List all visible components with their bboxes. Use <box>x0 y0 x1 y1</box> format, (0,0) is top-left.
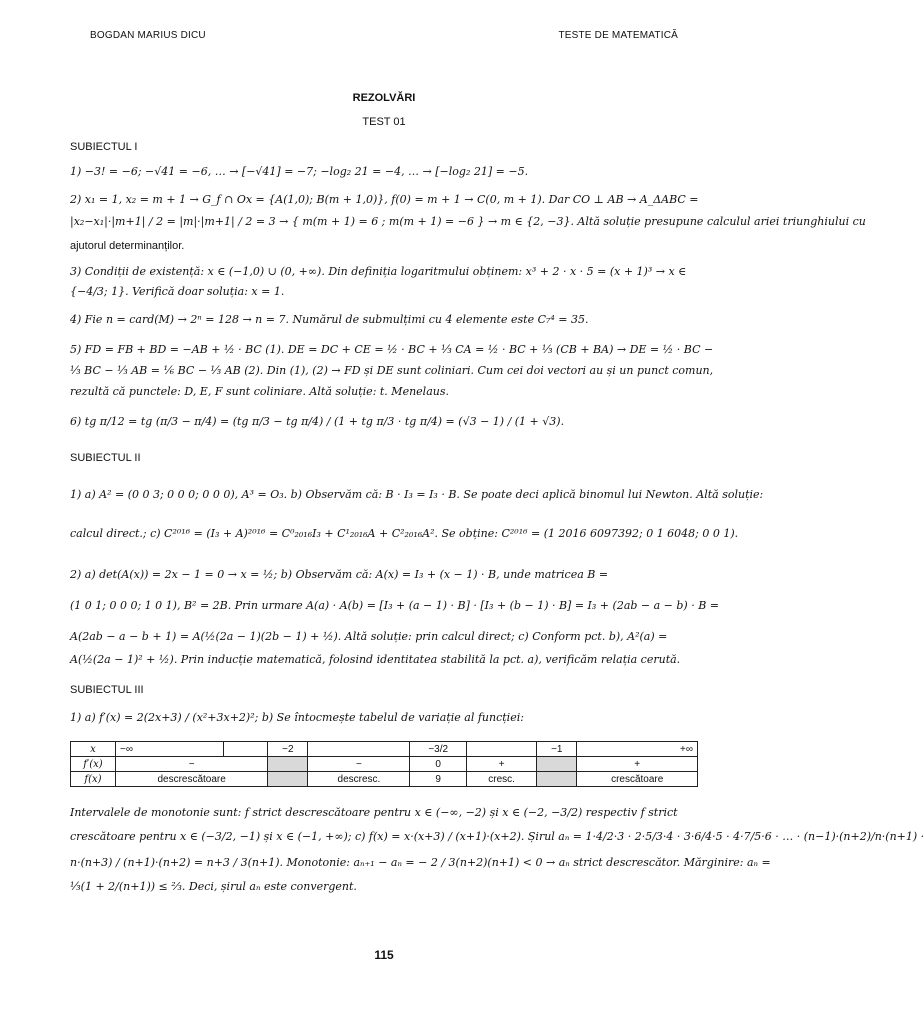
table-cell: − <box>308 757 410 772</box>
table-cell <box>467 742 537 757</box>
s2-line-5: A(2ab − a − b + 1) = A(½(2a − 1)(2b − 1) + ½). Altă soluție: prin calcul direct; c) Conform pct. b), A²(a) = <box>70 630 668 643</box>
table-cell: x <box>71 742 116 757</box>
table-cell: cresc. <box>467 772 537 787</box>
s1-item-2-line-3: ajutorul determinanților. <box>70 240 185 252</box>
running-header-book: TESTE DE MATEMATICĂ <box>558 30 678 41</box>
table-cell <box>224 742 268 757</box>
table-cell <box>268 772 308 787</box>
s3-line-4: n·(n+3) / (n+1)·(n+2) = n+3 / 3(n+1). Monotonie: aₙ₊₁ − aₙ = − 2 / 3(n+2)(n+1) < 0 → aₙ strict descrescător. Mărginire: aₙ = <box>70 856 771 869</box>
s1-item-5-line-3: rezultă că punctele: D, E, F sunt coliniare. Altă soluție: t. Menelaus. <box>70 385 449 398</box>
s3-line-3: crescătoare pentru x ∈ (−3/2, −1) și x ∈ (−1, +∞); c) f(x) = x·(x+3) / (x+1)·(x+2). Șirul aₙ = 1·4/2·3 · 2·5/3·4 · 3·6/4·5 · 4·7/5·6 · … · (n−1)·(n+2)/n·(n+1) · <box>70 830 924 843</box>
table-cell <box>308 742 410 757</box>
s1-item-3-line-1: 3) Condiții de existență: x ∈ (−1,0) ∪ (0, +∞). Din definiția logaritmului obținem: x³ + 2 · x · 5 = (x + 1)³ → x ∈ <box>70 265 687 278</box>
table-cell: descresc. <box>308 772 410 787</box>
s2-line-1: 1) a) A² = (0 0 3; 0 0 0; 0 0 0), A³ = O₃. b) Observăm că: B · I₃ = I₃ · B. Se poate deci aplică binomul lui Newton. Altă soluție: <box>70 488 764 501</box>
table-row <box>71 757 698 772</box>
section-heading-2: SUBIECTUL II <box>70 452 141 464</box>
s2-line-6: A(½(2a − 1)² + ½). Prin inducție matematică, folosind identitatea stabilită la pct. a), verificăm relația cerută. <box>70 653 681 666</box>
table-cell: − <box>116 757 268 772</box>
table-cell: −2 <box>268 742 308 757</box>
table-cell: 0 <box>410 757 467 772</box>
s3-line-5: ⅓(1 + 2/(n+1)) ≤ ⅔. Deci, șirul aₙ este convergent. <box>70 880 357 893</box>
table-cell: −3/2 <box>410 742 467 757</box>
s3-line-1: 1) a) f′(x) = 2(2x+3) / (x²+3x+2)²; b) Se întocmește tabelul de variație al funcției: <box>70 711 524 724</box>
table-cell: descrescătoare <box>116 772 268 787</box>
s1-item-5-line-2: ⅓ BC − ⅓ AB = ⅙ BC − ⅓ AB (2). Din (1), (2) → FD și DE sunt coliniari. Cum cei doi vectori au și un punct comun, <box>70 364 714 377</box>
variation-table <box>70 741 698 787</box>
s2-line-3: 2) a) det(A(x)) = 2x − 1 = 0 → x = ½; b) Observăm că: A(x) = I₃ + (x − 1) · B, unde matricea B = <box>70 568 609 581</box>
table-cell <box>537 757 577 772</box>
table-cell: f(x) <box>71 772 116 787</box>
s1-item-2-line-1: 2) x₁ = 1, x₂ = m + 1 → G_f ∩ Ox = {A(1,0); B(m + 1,0)}, f(0) = m + 1 → C(0, m + 1). Dar CO ⊥ AB → A_ΔABC = <box>70 193 699 206</box>
section-heading-1: SUBIECTUL I <box>70 141 138 153</box>
table-cell: −1 <box>537 742 577 757</box>
s3-line-2: Intervalele de monotonie sunt: f strict descrescătoare pentru x ∈ (−∞, −2) și x ∈ (−2, −3/2) respectiv f strict <box>70 806 678 819</box>
s2-line-4: (1 0 1; 0 0 0; 1 0 1), B² = 2B. Prin urmare A(a) · A(b) = [I₃ + (a − 1) · B] · [I₃ + (b − 1) · B] = I₃ + (2ab − a − b) · B = <box>70 599 720 612</box>
page-number: 115 <box>374 948 394 962</box>
table-row <box>71 772 698 787</box>
test-heading: TEST 01 <box>362 116 406 128</box>
s1-item-5-line-1: 5) FD = FB + BD = −AB + ½ · BC (1). DE = DC + CE = ½ · BC + ⅓ CA = ½ · BC + ⅓ (CB + BA) → DE = ½ · BC − <box>70 343 714 356</box>
table-cell: 9 <box>410 772 467 787</box>
table-cell: crescătoare <box>577 772 698 787</box>
s1-item-4: 4) Fie n = card(M) → 2ⁿ = 128 → n = 7. Numărul de submulțimi cu 4 elemente este C₇⁴ = 35. <box>70 313 589 326</box>
table-cell: +∞ <box>577 742 698 757</box>
s1-item-3-line-2: {−4/3; 1}. Verifică doar soluția: x = 1. <box>70 285 285 298</box>
s1-item-2-line-2: |x₂−x₁|·|m+1| / 2 = |m|·|m+1| / 2 = 3 → { m(m + 1) = 6 ; m(m + 1) = −6 } → m ∈ {2, −3}. Altă soluție presupune calculul ariei triunghiului cu <box>70 215 866 228</box>
table-row <box>71 742 698 757</box>
page-title: REZOLVĂRI <box>352 92 416 104</box>
table-cell: + <box>577 757 698 772</box>
s1-item-1: 1) −3! = −6; −√41 = −6, … → [−√41] = −7; −log₂ 21 = −4, … → [−log₂ 21] = −5. <box>70 165 529 178</box>
table-cell: −∞ <box>116 742 224 757</box>
table-cell: + <box>467 757 537 772</box>
table-cell <box>537 772 577 787</box>
s2-line-2: calcul direct.; c) C²⁰¹⁶ = (I₃ + A)²⁰¹⁶ = C⁰₂₀₁₆I₃ + C¹₂₀₁₆A + C²₂₀₁₆A². Se obține: C²⁰¹⁶ = (1 2016 6097392; 0 1 6048; 0 0 1). <box>70 527 739 540</box>
table-cell <box>268 757 308 772</box>
table-cell: f′(x) <box>71 757 116 772</box>
section-heading-3: SUBIECTUL III <box>70 684 144 696</box>
s1-item-6: 6) tg π/12 = tg (π/3 − π/4) = (tg π/3 − tg π/4) / (1 + tg π/3 · tg π/4) = (√3 − 1) / (1 + √3). <box>70 415 565 428</box>
running-header-author: BOGDAN MARIUS DICU <box>90 30 206 41</box>
